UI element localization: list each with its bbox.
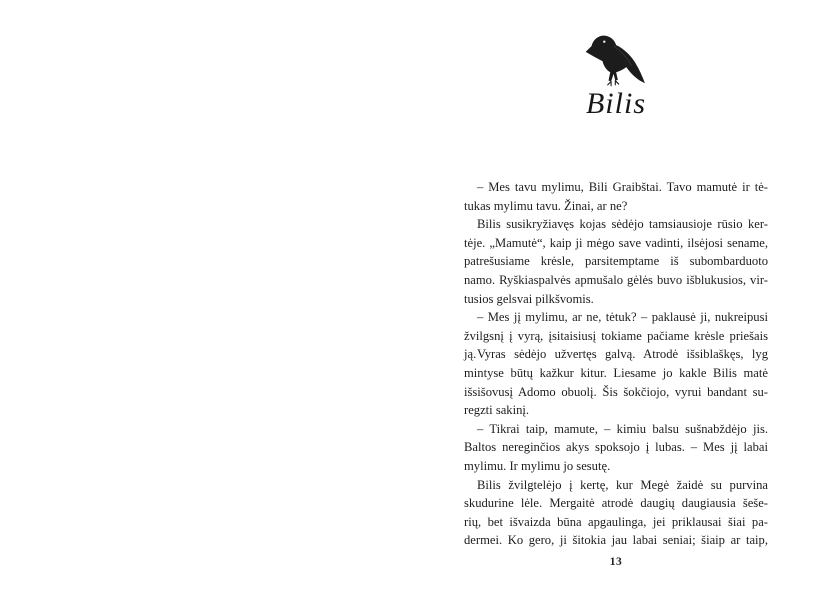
text-line: skudurine lėle. Mergaitė atrodė daugių daugiausia šeše-: [464, 496, 768, 511]
page-number: 13: [609, 556, 623, 568]
text-line: – Mes jį mylimu, ar ne, tėtuk? – paklausė ji, nukreipusi: [477, 310, 768, 325]
raven-icon: [583, 29, 651, 90]
text-line: namo. Ryškiaspalvės apmušalo gėlės buvo išblukusios, vir-: [464, 272, 768, 287]
text-line: dermei. Ko gero, ji šitokia jau labai seniai; šiaip ar taip,: [464, 533, 768, 548]
text-line: – Mes tavu mylimu, Bili Graibštai. Tavo mamutė ir tė-: [477, 180, 768, 194]
text-line: mylimu. Ir mylimu jo sesutę.: [464, 458, 611, 473]
text-line: Bilis susikryžiavęs kojas sėdėjo tamsiausioje rūsio ker-: [477, 217, 768, 232]
text-line: išsišovusį Adomo obuolį. Šis šokčiojo, vyrui bandant su-: [464, 384, 768, 399]
text-line: patrešusiame krėsle, parsitemptame iš subombarduoto: [464, 254, 768, 269]
text-line: Bilis žvilgtelėjo į kertę, kur Megė žaidė su purvina: [477, 477, 768, 492]
text-line: mintyse būtų kažkur kitur. Liesame jo kakle Bilis matė: [464, 365, 768, 380]
chapter-header: [464, 0, 768, 130]
text-line: regzti sakinį.: [464, 403, 530, 418]
text-line: rių, bet išvaizda būna apgaulinga, jei priklausai šiai pa-: [464, 514, 768, 529]
chapter-body-text: [464, 178, 768, 550]
text-line: tėje. „Mamutė“, kaip ji mėgo save vadinti, ilsėjosi sename,: [464, 235, 768, 250]
text-line: žvilgsnį į vyrą, įsitaisiusį tokiame pačiame krėsle priešais ją.: [464, 328, 768, 362]
text-line: tusios gelsvai pilkšvomis.: [464, 291, 594, 306]
text-line: tukas mylimu tavu. Žinai, ar ne?: [464, 198, 628, 213]
chapter-title: Bilis: [585, 87, 646, 120]
text-line: – Tikrai taip, mamute, – kimiu balsu sušnabždėjo jis.: [477, 421, 768, 436]
text-line: Baltos nereginčios akys spoksojo į lubas. – Mes jį labai: [464, 440, 768, 455]
text-line: Vyras sėdėjo užvertęs galvą. Atrodė išsiblaškęs, lyg: [477, 347, 768, 362]
